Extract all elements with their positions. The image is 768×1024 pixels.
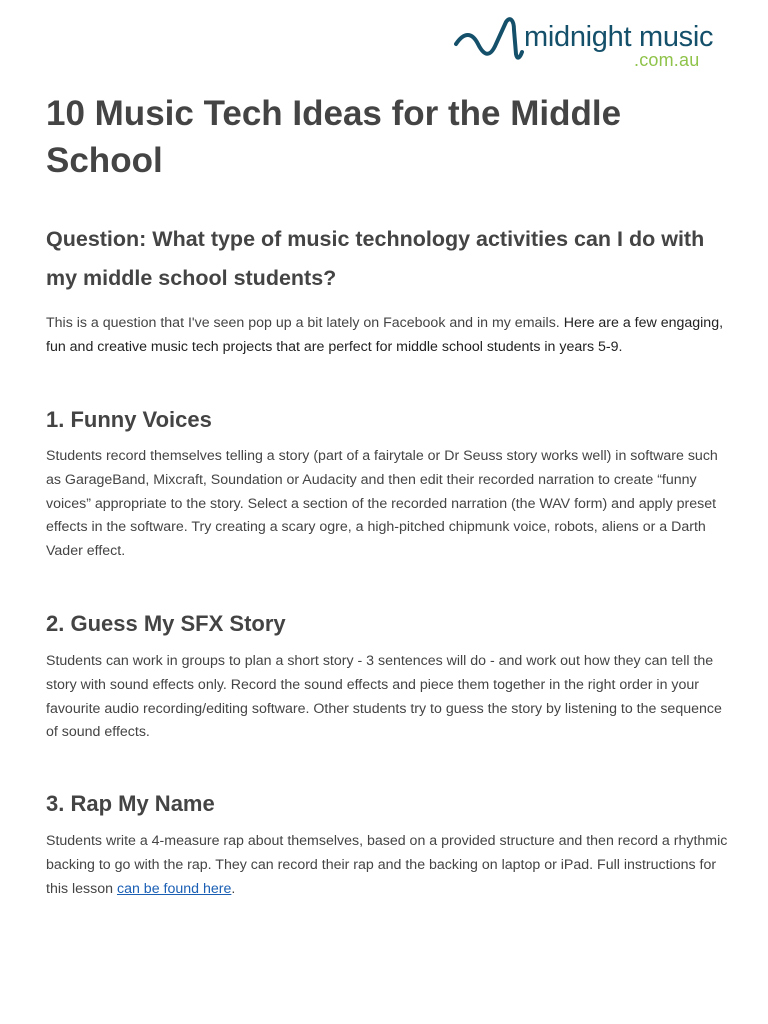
intro-text-part1: This is a question that I've seen pop up a bit lately on Facebook and in my emails. — [46, 315, 564, 331]
logo-brand-text: midnight music — [524, 21, 714, 53]
section-heading-guess-my-sfx-story: 2. Guess My SFX Story — [46, 611, 286, 636]
section-heading-funny-voices: 1. Funny Voices — [46, 407, 212, 432]
intro-text-part2: Here are a few engaging, fun and creative music tech projects that are perfect for middle school students in years 5-9. — [46, 315, 724, 355]
page-title: 10 Music Tech Ideas for the Middle School — [46, 94, 622, 180]
section-body-guess-my-sfx-story: Students can work in groups to plan a short story - 3 sentences will do - and work out how they can tell the story with sound effects only. Record the sound effects and piece them together in the right order in your favourite audio recording/editing software. Other students try to guess the story by listening to the sequence of sound effects. — [46, 653, 722, 741]
rap-my-name-tail: . — [231, 880, 236, 897]
rap-my-name-text: Students write a 4-measure rap about themselves, based on a provided structure and then record a rhythmic backing to go with the rap. They can record their rap and the backing on laptop or iPad. Full instructions for this lesson — [46, 833, 728, 897]
section-body-funny-voices: Students record themselves telling a story (part of a fairytale or Dr Seuss story works well) in software such as GarageBand, Mixcraft, Soundation or Audacity and then edit their recorded narration to create “funny voices” appropriate to the story. Select a section of the recorded narration (the WAV form) and apply preset effects in the software. Try creating a scary ogre, a high-pitched chipmunk voice, robots, aliens or a Darth Vader effect. — [46, 448, 718, 560]
sound-wave-icon — [454, 14, 524, 64]
section-body-rap-my-name — [46, 830, 736, 901]
intro-paragraph — [46, 312, 736, 360]
section-heading-rap-my-name: 3. Rap My Name — [46, 791, 215, 816]
question-heading: Question: What type of music technology activities can I do with my middle school students? — [46, 227, 705, 290]
logo-domain-text: .com.au — [634, 50, 700, 70]
lesson-instructions-link[interactable]: can be found here — [116, 880, 232, 897]
midnight-music-logo — [454, 14, 716, 70]
